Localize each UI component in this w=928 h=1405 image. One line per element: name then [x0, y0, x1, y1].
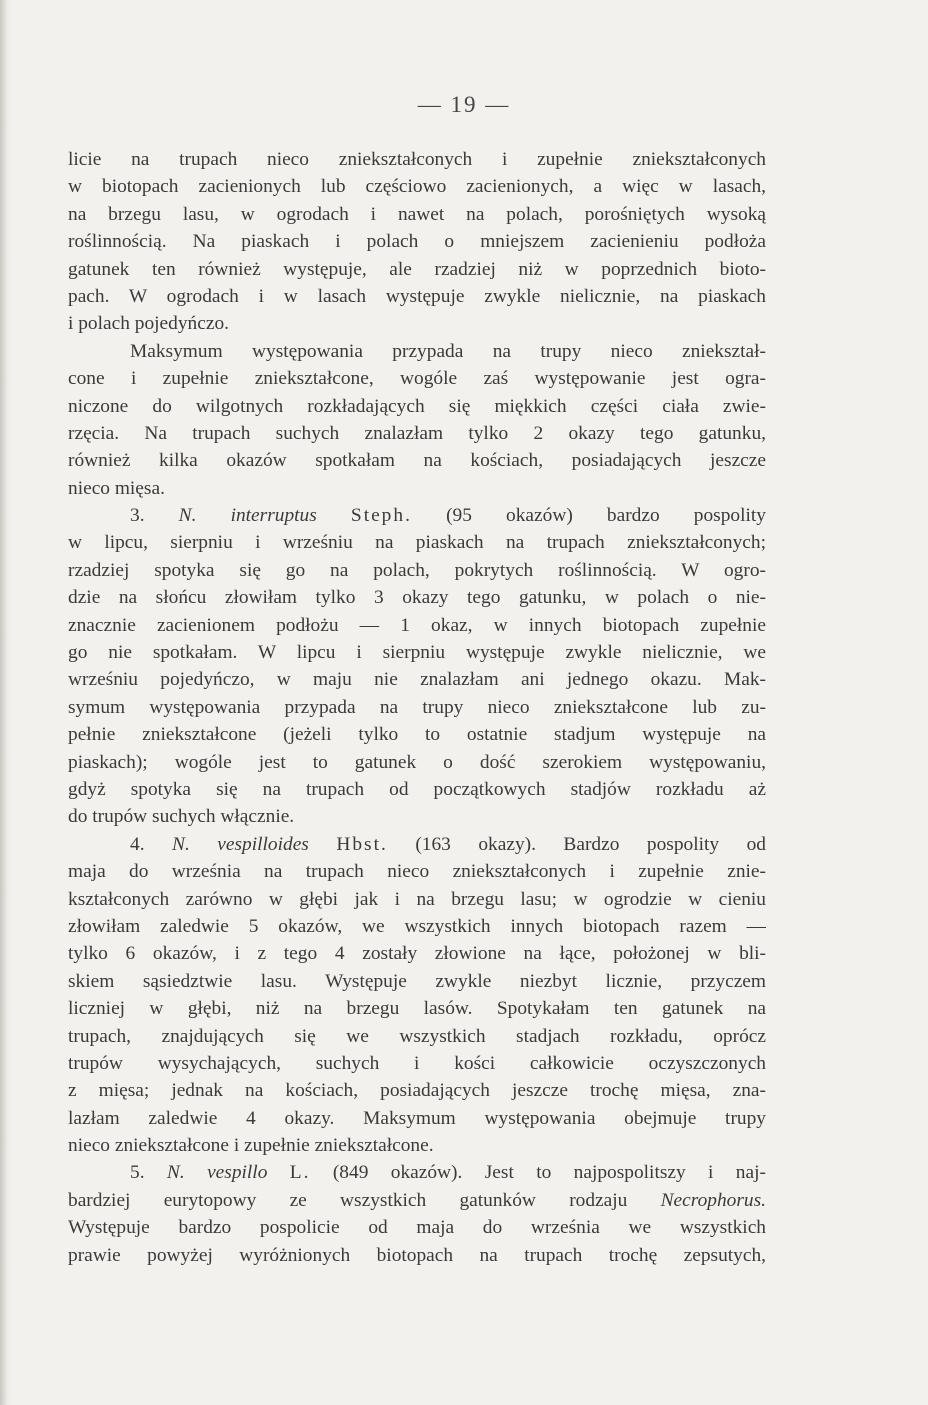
text-line: Maksymum występowania przypada na trupy nieco zniekształ- — [130, 340, 766, 362]
genus-full-name: Necrophorus. — [660, 1189, 766, 1211]
species-author: L. — [289, 1162, 311, 1184]
species-number: 5. — [130, 1162, 145, 1184]
text-line: nieco mięsa. — [68, 477, 165, 499]
text-line: kształconych zarówno w głębi jak i na brzegu lasu; w ogrodzie w cieniu — [68, 888, 766, 910]
text-line: symum występowania przypada na trupy nieco zniekształcone lub zu- — [68, 696, 766, 718]
species-rest: (95 okazów) bardzo pospolity — [446, 505, 766, 527]
species-author: Hbst. — [336, 833, 388, 855]
text-line: Występuje bardzo pospolicie od maja do września we wszystkich — [68, 1217, 766, 1239]
text-line: lazłam zaledwie 4 okazy. Maksymum występowania obejmuje trupy — [68, 1107, 766, 1129]
text-line: licie na trupach nieco zniekształconych i zupełnie zniekształconych — [68, 149, 766, 170]
text-line: rzęcia. Na trupach suchych znalazłam tylko 2 okazy tego gatunku, — [68, 422, 766, 444]
species-heading-4 — [68, 831, 766, 858]
text-line: wrześniu pojedyńczo, w maju nie znalazłam ani jednego okazu. Mak- — [68, 669, 766, 691]
text-line: w biotopach zacienionych lub częściowo zacienionych, a więc w lasach, — [68, 176, 766, 198]
species-heading-3 — [68, 502, 766, 529]
text-line: cone i zupełnie zniekształcone, wogóle zaś występowanie jest ogra- — [68, 368, 766, 390]
text-line: tylko 6 okazów, i z tego 4 zostały złowione na łące, położonej w bli- — [68, 943, 766, 965]
page-number: — 19 — — [417, 92, 511, 117]
text-line: dzie na słońcu złowiłam tylko 3 okazy tego gatunku, w polach o nie- — [68, 587, 766, 609]
text-line: maja do września na trupach nieco zniekształconych i zupełnie znie- — [68, 861, 766, 883]
species-author: Steph. — [350, 505, 412, 527]
text-line: znacznie zacienionem podłożu — 1 okaz, w innych biotopach zupełnie — [68, 614, 766, 636]
text-line: gdyż spotyka się na trupach od początkowych stadjów rozkładu aż — [68, 778, 766, 800]
text-line: prawie powyżej wyróżnionych biotopach na trupach trochę zepsutych, — [68, 1244, 766, 1266]
species-heading-5 — [68, 1159, 766, 1186]
text-line: skiem sąsiedztwie lasu. Występuje zwykle niezbyt licznie, przyczem — [68, 970, 766, 992]
text-line: do trupów suchych włącznie. — [68, 806, 295, 828]
text-line: nieco zniekształcone i zupełnie zniekształcone. — [68, 1135, 434, 1157]
species-rest: (163 okazy). Bardzo pospolity od — [415, 833, 766, 855]
text-line: rzadziej spotyka się go na polach, pokrytych roślinnością. W ogro- — [68, 559, 766, 581]
text-line: pełnie zniekształcone (jeżeli tylko to ostatnie stadjum występuje na — [68, 724, 766, 746]
species-genus: N. — [172, 833, 190, 855]
species-number: 3. — [130, 505, 145, 527]
text-line: złowiłam zaledwie 5 okazów, we wszystkich innych biotopach razem — — [68, 915, 766, 937]
text-line: roślinnością. Na piaskach i polach o mniejszem zacienieniu podłoża — [68, 231, 766, 253]
species-name: vespilloides — [217, 833, 309, 855]
text-line: liczniej w głębi, niż na brzegu lasów. Spotykałam ten gatunek na — [68, 998, 766, 1020]
species-rest: (849 okazów). Jest to najpospolitszy i naj- — [332, 1162, 766, 1184]
text-line: trupach, znajdujących się we wszystkich stadjach rozkładu, oprócz — [68, 1025, 766, 1047]
species-genus: N. — [166, 1162, 185, 1184]
text-line: trupów wysychających, suchych i kości całkowicie oczyszczonych — [68, 1052, 766, 1074]
text-line: niczone do wilgotnych rozkładających się miękkich części ciała zwie- — [68, 395, 766, 417]
text-line-prefix: bardziej eurytopowy ze wszystkich gatunków rodzaju — [68, 1189, 628, 1211]
text-line: również kilka okazów spotkałam na kościach, posiadających jeszcze — [68, 450, 766, 472]
text-line: i polach pojedyńczo. — [68, 313, 229, 335]
text-line: pach. W ogrodach i w lasach występuje zwykle nielicznie, na piaskach — [68, 285, 766, 307]
body-text — [68, 146, 766, 1269]
text-line: w lipcu, sierpniu i wrześniu na piaskach na trupach zniekształconych; — [68, 532, 766, 554]
text-line: gatunek ten również występuje, ale rzadziej niż w poprzednich bioto- — [68, 258, 766, 280]
species-number: 4. — [130, 833, 145, 855]
text-line: z mięsa; jednak na kościach, posiadających jeszcze trochę mięsa, zna- — [68, 1080, 766, 1102]
text-line: piaskach); wogóle jest to gatunek o dość szerokiem występowaniu, — [68, 751, 766, 773]
species-name: vespillo — [207, 1162, 268, 1184]
species-name: interruptus — [230, 505, 317, 527]
text-line: go nie spotkałam. W lipcu i sierpniu występuje zwykle nielicznie, we — [68, 642, 766, 664]
scan-edge-shadow — [0, 0, 12, 1405]
text-line: na brzegu lasu, w ogrodach i nawet na polach, porośniętych wysoką — [68, 203, 766, 225]
species-genus: N. — [178, 505, 197, 527]
text-line-genus — [68, 1187, 766, 1214]
